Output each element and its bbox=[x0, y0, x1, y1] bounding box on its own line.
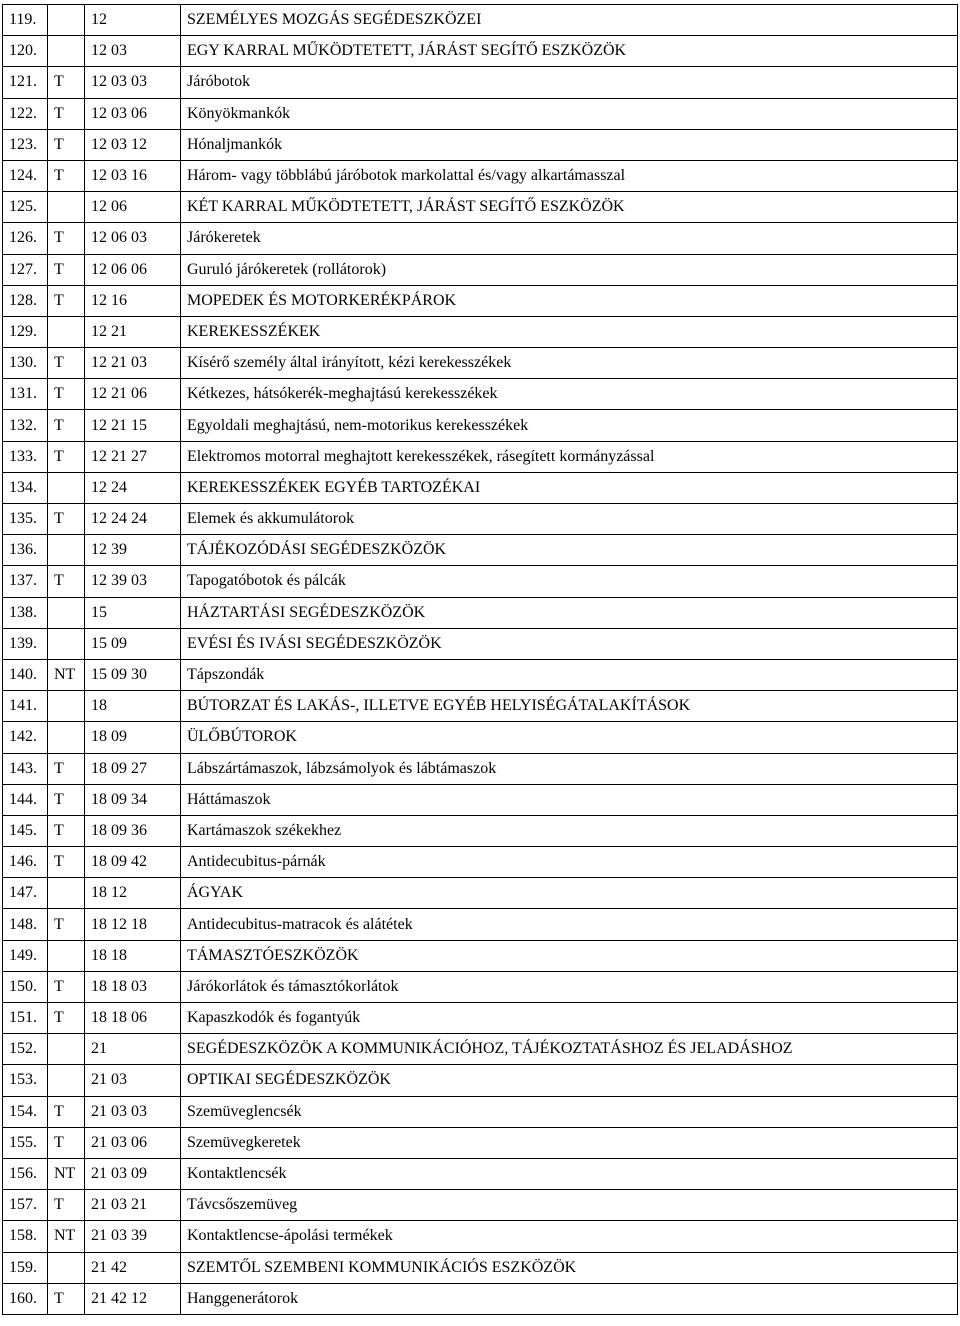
iso-code-cell: 12 39 bbox=[85, 535, 181, 566]
table-row bbox=[3, 847, 958, 878]
row-number-cell: 160. bbox=[3, 1283, 48, 1314]
row-number-cell: 121. bbox=[3, 67, 48, 98]
flag-cell: T bbox=[48, 753, 85, 784]
row-number-cell: 144. bbox=[3, 784, 48, 815]
table-row bbox=[3, 815, 958, 846]
row-number-cell: 148. bbox=[3, 909, 48, 940]
row-number-cell: 150. bbox=[3, 971, 48, 1002]
table-row bbox=[3, 5, 958, 36]
row-number-cell: 127. bbox=[3, 254, 48, 285]
table-row bbox=[3, 535, 958, 566]
iso-code-cell: 15 09 bbox=[85, 628, 181, 659]
flag-cell bbox=[48, 878, 85, 909]
iso-code-cell: 12 03 16 bbox=[85, 160, 181, 191]
device-name-cell: SZEMTŐL SZEMBENI KOMMUNIKÁCIÓS ESZKÖZÖK bbox=[181, 1252, 958, 1283]
flag-cell: T bbox=[48, 129, 85, 160]
iso-code-cell: 15 bbox=[85, 597, 181, 628]
table-row bbox=[3, 878, 958, 909]
iso-code-cell: 12 06 03 bbox=[85, 223, 181, 254]
row-number-cell: 123. bbox=[3, 129, 48, 160]
table-row bbox=[3, 1283, 958, 1314]
iso-code-cell: 18 18 03 bbox=[85, 971, 181, 1002]
flag-cell: T bbox=[48, 67, 85, 98]
row-number-cell: 122. bbox=[3, 98, 48, 129]
iso-code-cell: 12 03 03 bbox=[85, 67, 181, 98]
flag-cell: T bbox=[48, 909, 85, 940]
device-name-cell: Háttámaszok bbox=[181, 784, 958, 815]
device-name-cell: Tápszondák bbox=[181, 659, 958, 690]
flag-cell: T bbox=[48, 160, 85, 191]
row-number-cell: 141. bbox=[3, 691, 48, 722]
table-row bbox=[3, 1158, 958, 1189]
device-name-cell: Hónaljmankók bbox=[181, 129, 958, 160]
table-row bbox=[3, 1252, 958, 1283]
device-name-cell: MOPEDEK ÉS MOTORKERÉKPÁROK bbox=[181, 285, 958, 316]
row-number-cell: 151. bbox=[3, 1003, 48, 1034]
device-name-cell: KEREKESSZÉKEK EGYÉB TARTOZÉKAI bbox=[181, 472, 958, 503]
table-row bbox=[3, 1003, 958, 1034]
table-row bbox=[3, 192, 958, 223]
device-code-table bbox=[2, 4, 958, 1315]
table-row bbox=[3, 348, 958, 379]
row-number-cell: 120. bbox=[3, 36, 48, 67]
table-row bbox=[3, 597, 958, 628]
flag-cell: T bbox=[48, 441, 85, 472]
table-row bbox=[3, 784, 958, 815]
row-number-cell: 153. bbox=[3, 1065, 48, 1096]
device-name-cell: SZEMÉLYES MOZGÁS SEGÉDESZKÖZEI bbox=[181, 5, 958, 36]
table-row bbox=[3, 566, 958, 597]
table-row bbox=[3, 940, 958, 971]
iso-code-cell: 12 03 12 bbox=[85, 129, 181, 160]
table-row bbox=[3, 129, 958, 160]
iso-code-cell: 12 21 03 bbox=[85, 348, 181, 379]
table-row bbox=[3, 36, 958, 67]
table-row bbox=[3, 659, 958, 690]
table-row bbox=[3, 753, 958, 784]
iso-code-cell: 21 03 bbox=[85, 1065, 181, 1096]
iso-code-cell: 12 03 06 bbox=[85, 98, 181, 129]
flag-cell bbox=[48, 192, 85, 223]
table-row bbox=[3, 254, 958, 285]
device-name-cell: HÁZTARTÁSI SEGÉDESZKÖZÖK bbox=[181, 597, 958, 628]
device-name-cell: Kontaktlencse-ápolási termékek bbox=[181, 1221, 958, 1252]
device-name-cell: Hanggenerátorok bbox=[181, 1283, 958, 1314]
iso-code-cell: 21 03 03 bbox=[85, 1096, 181, 1127]
iso-code-cell: 18 09 27 bbox=[85, 753, 181, 784]
device-name-cell: EVÉSI ÉS IVÁSI SEGÉDESZKÖZÖK bbox=[181, 628, 958, 659]
table-row bbox=[3, 316, 958, 347]
device-name-cell: Kontaktlencsék bbox=[181, 1158, 958, 1189]
iso-code-cell: 15 09 30 bbox=[85, 659, 181, 690]
row-number-cell: 149. bbox=[3, 940, 48, 971]
table-row bbox=[3, 1034, 958, 1065]
flag-cell: NT bbox=[48, 1158, 85, 1189]
device-name-cell: Elektromos motorral meghajtott kerekesszékek, rásegített kormányzással bbox=[181, 441, 958, 472]
row-number-cell: 131. bbox=[3, 379, 48, 410]
flag-cell: T bbox=[48, 815, 85, 846]
table-body bbox=[3, 5, 958, 1315]
flag-cell bbox=[48, 691, 85, 722]
iso-code-cell: 12 06 06 bbox=[85, 254, 181, 285]
flag-cell: NT bbox=[48, 1221, 85, 1252]
device-name-cell: Egyoldali meghajtású, nem-motorikus kerekesszékek bbox=[181, 410, 958, 441]
table-row bbox=[3, 379, 958, 410]
row-number-cell: 119. bbox=[3, 5, 48, 36]
device-name-cell: Járóbotok bbox=[181, 67, 958, 98]
device-name-cell: Kísérő személy által irányított, kézi kerekesszékek bbox=[181, 348, 958, 379]
flag-cell: T bbox=[48, 98, 85, 129]
iso-code-cell: 12 24 bbox=[85, 472, 181, 503]
flag-cell: T bbox=[48, 285, 85, 316]
iso-code-cell: 12 21 bbox=[85, 316, 181, 347]
row-number-cell: 152. bbox=[3, 1034, 48, 1065]
row-number-cell: 158. bbox=[3, 1221, 48, 1252]
device-name-cell: Kartámaszok székekhez bbox=[181, 815, 958, 846]
table-row bbox=[3, 691, 958, 722]
row-number-cell: 138. bbox=[3, 597, 48, 628]
row-number-cell: 155. bbox=[3, 1127, 48, 1158]
device-name-cell: KEREKESSZÉKEK bbox=[181, 316, 958, 347]
table-row bbox=[3, 722, 958, 753]
table-row bbox=[3, 67, 958, 98]
flag-cell: T bbox=[48, 504, 85, 535]
device-name-cell: Kapaszkodók és fogantyúk bbox=[181, 1003, 958, 1034]
table-row bbox=[3, 410, 958, 441]
row-number-cell: 146. bbox=[3, 847, 48, 878]
device-name-cell: Szemüveglencsék bbox=[181, 1096, 958, 1127]
iso-code-cell: 12 21 06 bbox=[85, 379, 181, 410]
device-name-cell: Lábszártámaszok, lábzsámolyok és lábtámaszok bbox=[181, 753, 958, 784]
iso-code-cell: 18 09 34 bbox=[85, 784, 181, 815]
row-number-cell: 135. bbox=[3, 504, 48, 535]
iso-code-cell: 18 12 bbox=[85, 878, 181, 909]
flag-cell bbox=[48, 597, 85, 628]
iso-code-cell: 18 12 18 bbox=[85, 909, 181, 940]
table-row bbox=[3, 98, 958, 129]
row-number-cell: 145. bbox=[3, 815, 48, 846]
table-row bbox=[3, 1190, 958, 1221]
flag-cell bbox=[48, 940, 85, 971]
flag-cell: T bbox=[48, 410, 85, 441]
table-row bbox=[3, 971, 958, 1002]
row-number-cell: 133. bbox=[3, 441, 48, 472]
device-name-cell: Három- vagy többlábú járóbotok markolattal és/vagy alkartámasszal bbox=[181, 160, 958, 191]
device-name-cell: BÚTORZAT ÉS LAKÁS-, ILLETVE EGYÉB HELYISÉGÁTALAKÍTÁSOK bbox=[181, 691, 958, 722]
row-number-cell: 124. bbox=[3, 160, 48, 191]
flag-cell bbox=[48, 36, 85, 67]
flag-cell: T bbox=[48, 1127, 85, 1158]
table-row bbox=[3, 504, 958, 535]
row-number-cell: 157. bbox=[3, 1190, 48, 1221]
iso-code-cell: 12 39 03 bbox=[85, 566, 181, 597]
flag-cell bbox=[48, 1034, 85, 1065]
device-name-cell: Guruló járókeretek (rollátorok) bbox=[181, 254, 958, 285]
row-number-cell: 142. bbox=[3, 722, 48, 753]
flag-cell: NT bbox=[48, 659, 85, 690]
flag-cell bbox=[48, 628, 85, 659]
flag-cell bbox=[48, 722, 85, 753]
row-number-cell: 156. bbox=[3, 1158, 48, 1189]
device-name-cell: Szemüvegkeretek bbox=[181, 1127, 958, 1158]
iso-code-cell: 18 09 bbox=[85, 722, 181, 753]
flag-cell: T bbox=[48, 223, 85, 254]
row-number-cell: 159. bbox=[3, 1252, 48, 1283]
iso-code-cell: 21 03 21 bbox=[85, 1190, 181, 1221]
iso-code-cell: 18 09 36 bbox=[85, 815, 181, 846]
flag-cell: T bbox=[48, 847, 85, 878]
device-name-cell: KÉT KARRAL MŰKÖDTETETT, JÁRÁST SEGÍTŐ ESZKÖZÖK bbox=[181, 192, 958, 223]
row-number-cell: 129. bbox=[3, 316, 48, 347]
flag-cell bbox=[48, 316, 85, 347]
iso-code-cell: 18 09 42 bbox=[85, 847, 181, 878]
flag-cell bbox=[48, 472, 85, 503]
flag-cell bbox=[48, 1252, 85, 1283]
row-number-cell: 137. bbox=[3, 566, 48, 597]
flag-cell: T bbox=[48, 254, 85, 285]
iso-code-cell: 12 bbox=[85, 5, 181, 36]
iso-code-cell: 18 18 bbox=[85, 940, 181, 971]
row-number-cell: 132. bbox=[3, 410, 48, 441]
iso-code-cell: 12 21 15 bbox=[85, 410, 181, 441]
table-row bbox=[3, 472, 958, 503]
iso-code-cell: 18 bbox=[85, 691, 181, 722]
flag-cell: T bbox=[48, 348, 85, 379]
device-name-cell: TÁJÉKOZÓDÁSI SEGÉDESZKÖZÖK bbox=[181, 535, 958, 566]
device-name-cell: Könyökmankók bbox=[181, 98, 958, 129]
device-name-cell: EGY KARRAL MŰKÖDTETETT, JÁRÁST SEGÍTŐ ESZKÖZÖK bbox=[181, 36, 958, 67]
row-number-cell: 139. bbox=[3, 628, 48, 659]
device-name-cell: Antidecubitus-párnák bbox=[181, 847, 958, 878]
row-number-cell: 143. bbox=[3, 753, 48, 784]
iso-code-cell: 21 42 bbox=[85, 1252, 181, 1283]
device-name-cell: ÜLŐBÚTOROK bbox=[181, 722, 958, 753]
iso-code-cell: 21 42 12 bbox=[85, 1283, 181, 1314]
flag-cell bbox=[48, 535, 85, 566]
device-name-cell: Tapogatóbotok és pálcák bbox=[181, 566, 958, 597]
device-name-cell: Antidecubitus-matracok és alátétek bbox=[181, 909, 958, 940]
device-name-cell: Járókorlátok és támasztókorlátok bbox=[181, 971, 958, 1002]
table-row bbox=[3, 285, 958, 316]
device-name-cell: ÁGYAK bbox=[181, 878, 958, 909]
iso-code-cell: 18 18 06 bbox=[85, 1003, 181, 1034]
row-number-cell: 136. bbox=[3, 535, 48, 566]
iso-code-cell: 12 24 24 bbox=[85, 504, 181, 535]
iso-code-cell: 21 03 39 bbox=[85, 1221, 181, 1252]
row-number-cell: 134. bbox=[3, 472, 48, 503]
row-number-cell: 154. bbox=[3, 1096, 48, 1127]
table-row bbox=[3, 909, 958, 940]
flag-cell: T bbox=[48, 1003, 85, 1034]
iso-code-cell: 12 16 bbox=[85, 285, 181, 316]
flag-cell: T bbox=[48, 566, 85, 597]
iso-code-cell: 12 03 bbox=[85, 36, 181, 67]
table-row bbox=[3, 1065, 958, 1096]
device-name-cell: Járókeretek bbox=[181, 223, 958, 254]
device-name-cell: Kétkezes, hátsókerék-meghajtású kerekesszékek bbox=[181, 379, 958, 410]
row-number-cell: 130. bbox=[3, 348, 48, 379]
flag-cell: T bbox=[48, 784, 85, 815]
table-row bbox=[3, 1127, 958, 1158]
table-row bbox=[3, 441, 958, 472]
table-row bbox=[3, 223, 958, 254]
device-name-cell: OPTIKAI SEGÉDESZKÖZÖK bbox=[181, 1065, 958, 1096]
flag-cell: T bbox=[48, 1190, 85, 1221]
iso-code-cell: 12 21 27 bbox=[85, 441, 181, 472]
flag-cell: T bbox=[48, 971, 85, 1002]
device-name-cell: Távcsőszemüveg bbox=[181, 1190, 958, 1221]
flag-cell bbox=[48, 5, 85, 36]
device-name-cell: Elemek és akkumulátorok bbox=[181, 504, 958, 535]
device-name-cell: TÁMASZTÓESZKÖZÖK bbox=[181, 940, 958, 971]
table-row bbox=[3, 1096, 958, 1127]
iso-code-cell: 21 bbox=[85, 1034, 181, 1065]
flag-cell: T bbox=[48, 379, 85, 410]
flag-cell: T bbox=[48, 1283, 85, 1314]
row-number-cell: 125. bbox=[3, 192, 48, 223]
iso-code-cell: 21 03 09 bbox=[85, 1158, 181, 1189]
iso-code-cell: 21 03 06 bbox=[85, 1127, 181, 1158]
table-row bbox=[3, 160, 958, 191]
flag-cell bbox=[48, 1065, 85, 1096]
device-name-cell: SEGÉDESZKÖZÖK A KOMMUNIKÁCIÓHOZ, TÁJÉKOZTATÁSHOZ ÉS JELADÁSHOZ bbox=[181, 1034, 958, 1065]
table-row bbox=[3, 628, 958, 659]
row-number-cell: 147. bbox=[3, 878, 48, 909]
iso-code-cell: 12 06 bbox=[85, 192, 181, 223]
row-number-cell: 128. bbox=[3, 285, 48, 316]
flag-cell: T bbox=[48, 1096, 85, 1127]
row-number-cell: 126. bbox=[3, 223, 48, 254]
table-row bbox=[3, 1221, 958, 1252]
row-number-cell: 140. bbox=[3, 659, 48, 690]
